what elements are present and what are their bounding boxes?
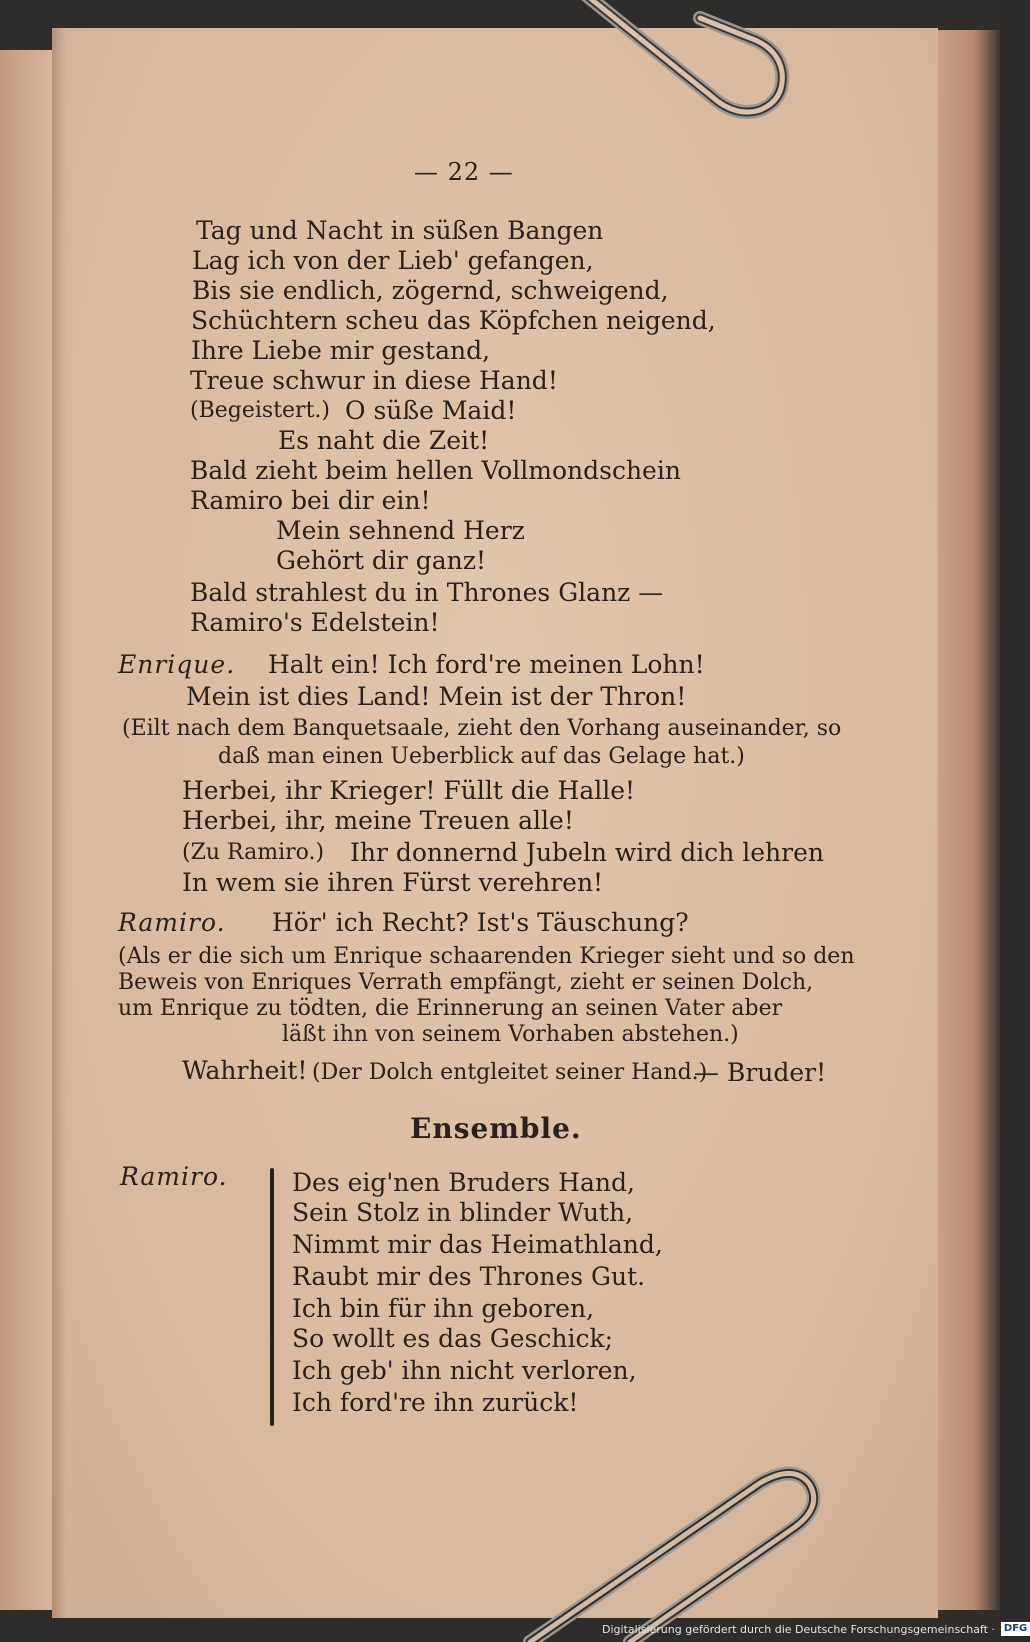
verse-line: Bald strahlest du in Thrones Glanz — [190, 578, 664, 607]
verse-line: — Bruder! [694, 1058, 827, 1087]
verse-line: Bis sie endlich, zögernd, schweigend, [192, 276, 669, 305]
verse-line: Ihr donnernd Jubeln wird dich lehren [350, 838, 824, 867]
page-left-edge [0, 50, 52, 1610]
verse-line: Ich geb' ihn nicht verloren, [292, 1356, 637, 1385]
stage-direction: (Zu Ramiro.) [182, 840, 325, 865]
stage-direction: (Eilt nach dem Banquetsaale, zieht den Vorhang auseinander, so [122, 716, 842, 741]
stage-direction: (Als er die sich um Enrique schaarenden Krieger sieht und so den [118, 944, 855, 969]
verse-line: Hör' ich Recht? Ist's Täuschung? [272, 908, 689, 937]
verse-line: Nimmt mir das Heimathland, [292, 1230, 663, 1259]
paper-clip-top-icon [560, 0, 820, 140]
page-number: — 22 — [414, 158, 514, 186]
verse-line: Sein Stolz in blinder Wuth, [292, 1198, 634, 1227]
verse-line: Es naht die Zeit! [278, 426, 490, 455]
verse-line: Ich ford're ihn zurück! [292, 1388, 579, 1417]
verse-line: Herbei, ihr, meine Treuen alle! [182, 806, 574, 835]
verse-line: Gehört dir ganz! [276, 546, 486, 575]
verse-line: Raubt mir des Thrones Gut. [292, 1262, 646, 1291]
funding-footer [602, 1620, 1030, 1638]
paper-clip-bottom-icon [510, 1455, 840, 1642]
speaker-name: Enrique. [118, 650, 236, 679]
verse-line: O süße Maid! [345, 396, 517, 425]
stage-direction: um Enrique zu tödten, die Erinnerung an seinen Vater aber [118, 996, 783, 1021]
section-heading: Ensemble. [410, 1112, 582, 1145]
dfg-logo-icon: DFG [1001, 1622, 1030, 1636]
verse-line: Treue schwur in diese Hand! [190, 366, 558, 395]
verse-line: Wahrheit! [182, 1056, 308, 1085]
page-right-edge [935, 30, 1000, 1610]
page-gutter-shadow [52, 28, 66, 1618]
verse-line: Lag ich von der Lieb' gefangen, [192, 246, 594, 275]
speaker-name: Ramiro. [120, 1162, 228, 1191]
stage-direction: Beweis von Enriques Verrath empfängt, zieht er seinen Dolch, [118, 970, 814, 995]
verse-line: Ramiro bei dir ein! [190, 486, 431, 515]
verse-line: Des eig'nen Bruders Hand, [292, 1168, 635, 1197]
verse-line: Tag und Nacht in süßen Bangen [196, 216, 604, 245]
verse-line: In wem sie ihren Fürst verehren! [182, 868, 604, 897]
verse-line: Ramiro's Edelstein! [190, 608, 440, 637]
footer-text: Digitalisierung gefördert durch die Deutsche Forschungsgemeinschaft · [602, 1622, 995, 1636]
verse-line: So wollt es das Geschick; [292, 1324, 614, 1353]
verse-line: Mein ist dies Land! Mein ist der Thron! [186, 682, 687, 711]
verse-line: Ihre Liebe mir gestand, [191, 336, 491, 365]
ensemble-bracket [270, 1168, 274, 1426]
verse-line: Schüchtern scheu das Köpfchen neigend, [191, 306, 716, 335]
stage-direction: (Der Dolch entgleitet seiner Hand.) [312, 1060, 708, 1085]
verse-line: Bald zieht beim hellen Vollmondschein [190, 456, 681, 485]
stage-direction: daß man einen Ueberblick auf das Gelage hat.) [218, 744, 745, 769]
verse-line: Mein sehnend Herz [276, 516, 525, 545]
verse-line: Halt ein! Ich ford're meinen Lohn! [268, 650, 705, 679]
verse-line: Ich bin für ihn geboren, [292, 1294, 595, 1323]
stage-direction: läßt ihn von seinem Vorhaben abstehen.) [282, 1022, 739, 1047]
stage-direction: (Begeistert.) [190, 398, 330, 423]
verse-line: Herbei, ihr Krieger! Füllt die Halle! [182, 776, 636, 805]
speaker-name: Ramiro. [118, 908, 226, 937]
